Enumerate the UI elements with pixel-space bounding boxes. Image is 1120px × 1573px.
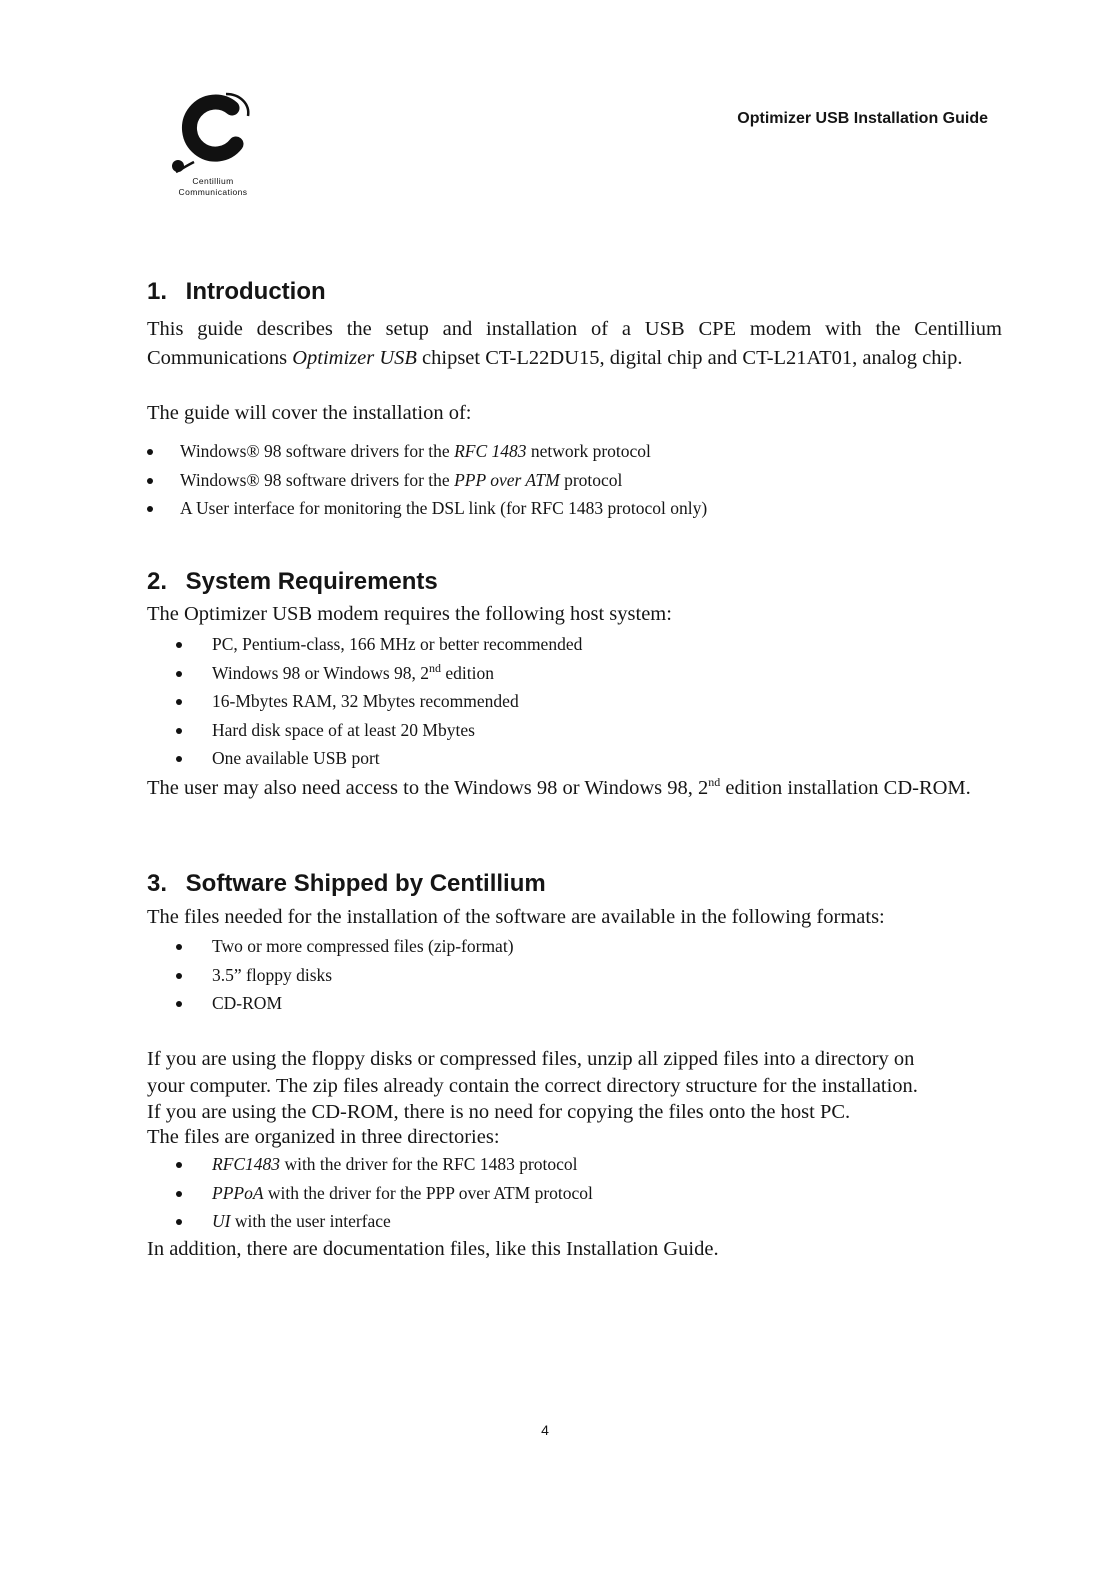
bullet-icon — [176, 756, 182, 762]
section-number: 1. — [147, 278, 168, 305]
list-item — [176, 1150, 593, 1179]
text-run: This guide describes the setup and installation of a USB CPE modem with the Centillium Communications — [147, 318, 1002, 369]
directory-name: PPPoA — [212, 1182, 264, 1203]
logo-text-line1: Centillium — [192, 176, 234, 186]
bullet-icon — [176, 671, 182, 677]
text-run: protocol — [559, 469, 623, 490]
requirements-intro: The Optimizer USB modem requires the following host system: — [147, 603, 672, 625]
text-run: Two or more compressed files (zip-format) — [212, 936, 514, 956]
bullet-icon — [176, 944, 182, 950]
section-heading-introduction — [147, 278, 326, 306]
section-title: Introduction — [185, 278, 326, 305]
page-number: 4 — [541, 1422, 549, 1438]
section-number: 2. — [147, 568, 168, 595]
directory-name: UI — [212, 1211, 231, 1231]
closing-line: In addition, there are documentation files, like this Installation Guide. — [147, 1238, 719, 1260]
section-heading-system-requirements — [147, 568, 438, 596]
text-run: Windows 98 or Windows 98, 2 — [212, 662, 430, 683]
text-run: network protocol — [526, 441, 651, 461]
list-item — [176, 1179, 593, 1208]
text-run: 3.5” floppy disks — [212, 964, 333, 985]
bullet-icon — [176, 1219, 182, 1225]
text-run: 16-Mbytes RAM, 32 Mbytes recommended — [212, 691, 519, 711]
requirements-note — [147, 774, 1002, 803]
list-item — [147, 466, 707, 495]
paragraph-line: The files are organized in three directories: — [147, 1126, 500, 1148]
superscript: nd — [429, 660, 442, 675]
text-run: with the driver for the PPP over ATM protocol — [263, 1182, 593, 1203]
section-title: System Requirements — [185, 568, 438, 595]
list-item — [147, 437, 707, 466]
text-run: Windows® 98 software drivers for the — [180, 469, 455, 490]
bullet-icon — [176, 699, 182, 705]
intro-cover-text: The guide will cover the installation of: — [147, 402, 472, 424]
company-logo — [148, 86, 278, 206]
bullet-icon — [147, 449, 153, 455]
superscript: nd — [708, 775, 721, 790]
formats-list — [176, 932, 514, 1018]
bullet-icon — [176, 973, 182, 979]
list-item — [176, 1207, 593, 1236]
list-item — [147, 494, 707, 523]
paragraph-line: your computer. The zip files already contain the correct directory structure for the installation. — [147, 1075, 918, 1097]
bullet-icon — [176, 728, 182, 734]
list-item — [176, 630, 582, 659]
protocol-name: PPP over ATM — [454, 469, 560, 490]
list-item — [176, 932, 514, 961]
protocol-name: RFC 1483 — [454, 441, 527, 461]
list-item — [176, 659, 582, 688]
text-run: edition installation CD-ROM. — [720, 777, 971, 799]
section-title: Software Shipped by Centillium — [185, 870, 546, 897]
bullet-icon — [176, 642, 182, 648]
bullet-icon — [147, 506, 153, 512]
running-header: Optimizer USB Installation Guide — [737, 110, 988, 127]
text-run: Hard disk space of at least 20 Mbytes — [212, 719, 475, 740]
bullet-icon — [147, 478, 153, 484]
text-run: CD-ROM — [212, 993, 283, 1013]
list-item — [176, 687, 582, 716]
text-run: Windows® 98 software drivers for the — [180, 441, 455, 461]
text-run: One available USB port — [212, 748, 380, 768]
bullet-icon — [176, 1191, 182, 1197]
text-run: The user may also need access to the Windows 98 or Windows 98, 2 — [147, 777, 709, 799]
text-run: A User interface for monitoring the DSL link (for RFC 1483 protocol only) — [180, 498, 708, 518]
intro-paragraph — [147, 315, 1002, 373]
section-heading-software-shipped — [147, 870, 546, 898]
text-run: with the user interface — [230, 1211, 391, 1231]
product-name: Optimizer USB — [292, 347, 417, 369]
list-item — [176, 961, 514, 990]
paragraph-line: If you are using the floppy disks or compressed files, unzip all zipped files into a directory on — [147, 1048, 915, 1070]
intro-bullet-list — [147, 437, 707, 523]
bullet-icon — [176, 1001, 182, 1007]
text-run: with the driver for the RFC 1483 protocol — [280, 1154, 578, 1174]
bullet-icon — [176, 1162, 182, 1168]
list-item — [176, 989, 514, 1018]
centillium-logo-icon — [166, 86, 262, 176]
text-run: chipset CT-L22DU15, digital chip and CT-L21AT01, analog chip. — [416, 347, 963, 369]
directories-list — [176, 1150, 593, 1236]
text-run: edition — [441, 662, 494, 683]
paragraph-line: If you are using the CD-ROM, there is no need for copying the files onto the host PC. — [147, 1101, 851, 1123]
list-item — [176, 744, 582, 773]
list-item — [176, 716, 582, 745]
text-run: PC, Pentium-class, 166 MHz or better recommended — [212, 634, 583, 654]
section-number: 3. — [147, 870, 168, 897]
logo-text-line2: Communications — [178, 187, 248, 197]
formats-intro: The files needed for the installation of the software are available in the following formats: — [147, 906, 885, 928]
requirements-list — [176, 630, 582, 773]
directory-name: RFC1483 — [212, 1154, 281, 1174]
